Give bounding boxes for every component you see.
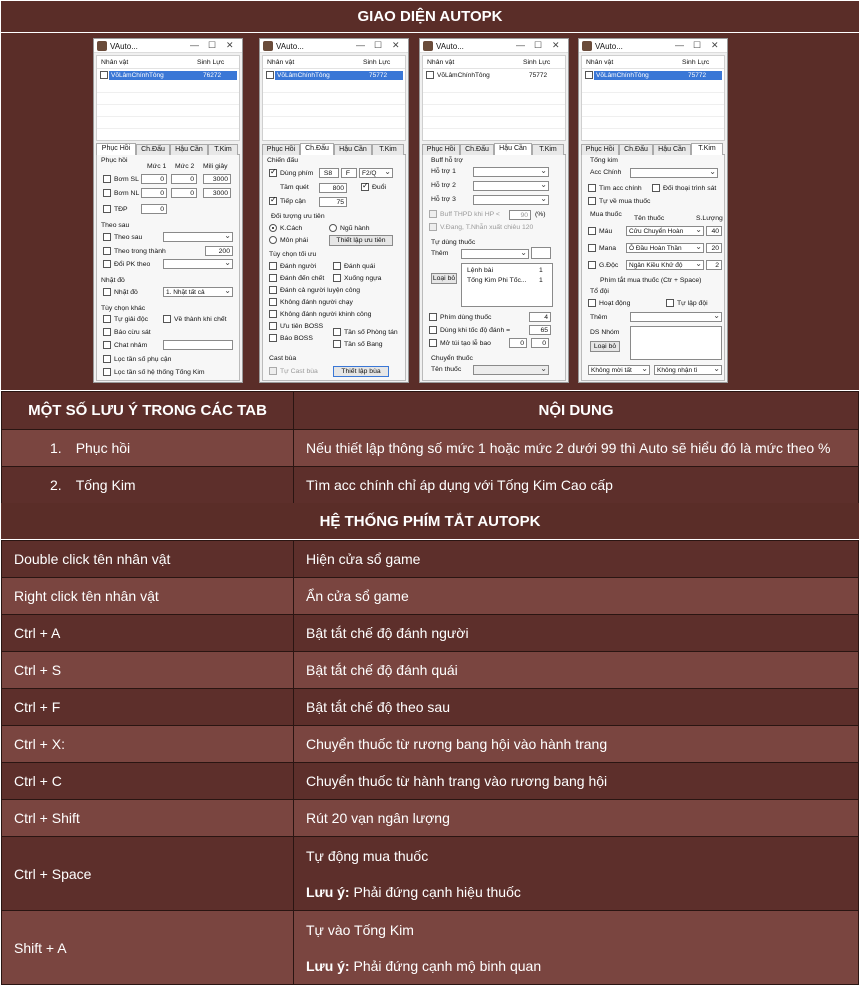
checkbox-label: Lọc tần số phụ cận — [114, 356, 172, 363]
group-label: Tùy chọn tối ưu — [269, 251, 317, 258]
checkbox-label: Bơm SL — [114, 176, 139, 183]
note-number: 2. — [50, 477, 62, 493]
them-qty-input[interactable] — [531, 247, 551, 259]
loai-bo-button[interactable]: Loại bỏ — [590, 341, 620, 352]
doi-thoai-checkbox[interactable] — [652, 184, 660, 192]
tab-panel-tkim — [581, 155, 725, 381]
tab-t-kim[interactable]: T.Kim — [372, 144, 404, 155]
shortcut-desc: Rút 20 vạn ngân lượng — [294, 800, 859, 837]
buff-thpd-checkbox[interactable] — [429, 210, 437, 218]
checkbox-label: Tự giải độc — [114, 316, 149, 323]
tab-phuc-hoi[interactable]: Phục Hồi — [422, 144, 460, 155]
tab-phuc-hoi[interactable]: Phục Hồi — [96, 143, 136, 155]
tab-t-kim[interactable]: T.Kim — [208, 144, 238, 155]
col-hp-header: Sinh Lực — [197, 59, 225, 66]
unit-label: (%) — [535, 211, 546, 218]
field-label: Hỗ trợ 3 — [431, 196, 456, 203]
notes-col-header: MỘT SỐ LƯU Ý TRONG CÁC TAB — [2, 392, 294, 430]
table-row — [2, 652, 859, 689]
close-icon[interactable]: ✕ — [552, 40, 560, 50]
checkbox-label: Hoạt động — [599, 300, 631, 307]
table-row — [2, 578, 859, 615]
chuyen-thuoc-select[interactable] — [473, 365, 549, 375]
list-item-qty: 1 — [539, 277, 543, 284]
kcach-radio[interactable] — [269, 224, 277, 232]
thiet-lap-bua-button[interactable]: Thiết lập bùa — [333, 366, 389, 377]
list-item: Lệnh bài — [467, 267, 494, 274]
group-label: Mua thuốc — [590, 211, 622, 218]
character-name[interactable]: VõLâmChínhTông — [275, 71, 363, 80]
character-checkbox[interactable] — [100, 71, 108, 79]
checkbox-label: Theo sau — [114, 234, 143, 241]
shortcut-key: Ctrl + X: — [2, 726, 294, 763]
group-label: Chiến đấu — [267, 157, 298, 164]
character-list[interactable] — [422, 55, 566, 141]
character-name[interactable]: VõLâmChínhTông — [109, 71, 197, 80]
character-checkbox[interactable] — [266, 71, 274, 79]
col-label: S.Lượng — [696, 215, 723, 222]
tiep-can-input[interactable]: 75 — [319, 197, 347, 207]
maximize-icon[interactable]: ☐ — [534, 40, 543, 50]
shortcut-desc: Ẩn cửa sổ game — [294, 578, 859, 615]
autopk-window-tkim — [578, 38, 728, 383]
dung-phim-checkbox[interactable] — [269, 169, 277, 177]
note-text: Nếu thiết lập thông số mức 1 hoặc mức 2 dưới 99 thì Auto sẽ hiểu đó là mức theo % — [294, 430, 859, 467]
checkbox-label: Tiếp cận — [280, 198, 306, 205]
section-header-interface — [1, 1, 859, 32]
shortcut-key: Ctrl + C — [2, 763, 294, 800]
checkbox-label: Tự Cast bùa — [280, 368, 318, 375]
value-input[interactable]: 0 — [171, 188, 197, 198]
xuong-ngua-checkbox[interactable] — [333, 274, 341, 282]
shortcut-key: Ctrl + Shift — [2, 800, 294, 837]
note-number: 1. — [50, 440, 62, 456]
shortcut-key: Double click tên nhân vật — [2, 541, 294, 578]
autopk-window-haucan — [419, 38, 569, 383]
tab-ch-dau[interactable]: Ch.Đấu — [460, 144, 494, 155]
group-label: Chuyển thuốc — [431, 355, 473, 362]
khong-moi-select[interactable]: Không mời tất ⌄ — [588, 365, 650, 375]
col-name-header: Nhân vật — [267, 59, 295, 66]
g-doc-qty-input[interactable]: 2 — [706, 260, 722, 270]
luyen-cong-checkbox[interactable] — [269, 286, 277, 294]
checkbox-label: Tần số Phòng tán — [344, 329, 398, 336]
tab-hau-can[interactable]: Hậu Cần — [170, 144, 208, 155]
field-label: Hỗ trợ 2 — [431, 182, 456, 189]
ho-tro-1-select[interactable] — [473, 167, 549, 177]
checkbox-label: Báo cừu sát — [114, 329, 151, 336]
field-label: Hỗ trợ 1 — [431, 168, 456, 175]
group-label: Tự dùng thuốc — [431, 239, 476, 246]
checkbox-label: Dùng khi tốc độ đánh = — [440, 327, 511, 334]
danh-den-chet-checkbox[interactable] — [269, 274, 277, 282]
minimize-icon[interactable]: — — [356, 40, 365, 50]
tu-lap-checkbox[interactable] — [666, 299, 674, 307]
autopk-window-phuchoi — [93, 38, 243, 383]
character-list[interactable] — [96, 55, 240, 141]
tiep-can-checkbox[interactable] — [269, 197, 277, 205]
radio-label: Ngũ hành — [340, 225, 370, 232]
dung-khi-input[interactable]: 65 — [529, 325, 551, 335]
danh-quai-checkbox[interactable] — [333, 262, 341, 270]
list-item: Tống Kim Phi Tốc... — [467, 277, 527, 284]
shortcut-note — [306, 875, 846, 910]
ngu-hanh-radio[interactable] — [329, 224, 337, 232]
bom-sl-checkbox[interactable] — [103, 175, 111, 183]
tab-ch-dau[interactable]: Ch.Đấu — [619, 144, 653, 155]
tab-ch-dau[interactable]: Ch.Đấu — [136, 144, 170, 155]
khong-nhan-select[interactable]: Không nhận tì ⌄ — [654, 365, 722, 375]
shortcut-desc: Chuyển thuốc từ hành trang vào rương bang hội — [294, 763, 859, 800]
field-label: Tên thuốc — [431, 366, 462, 373]
mon-phai-radio[interactable] — [269, 236, 277, 244]
danh-nguoi-checkbox[interactable] — [269, 262, 277, 270]
radio-label: Môn phái — [280, 237, 308, 244]
theo-trong-thanh-checkbox[interactable] — [103, 247, 111, 255]
checkbox-label: Về thành khi chết — [174, 316, 227, 323]
character-list[interactable] — [262, 55, 406, 141]
tab-phuc-hoi[interactable]: Phục Hồi — [581, 144, 619, 155]
title-bar — [260, 39, 408, 53]
shortcut-key: Ctrl + A — [2, 615, 294, 652]
shortcut-desc-cell — [294, 837, 859, 911]
tim-acc-checkbox[interactable] — [588, 184, 596, 192]
table-row — [2, 689, 859, 726]
window-title: VAuto... — [110, 42, 138, 51]
duoi-checkbox[interactable] — [361, 183, 369, 191]
phim-dung-checkbox[interactable] — [429, 313, 437, 321]
loc-he-thong-checkbox[interactable] — [103, 368, 111, 376]
list-item-qty: 1 — [539, 267, 543, 274]
them-thuoc-select[interactable] — [461, 249, 529, 259]
group-label: Nhặt đồ — [101, 277, 125, 284]
notes-table — [1, 391, 859, 504]
shortcut-key: Ctrl + Space — [2, 837, 294, 911]
hoat-dong-checkbox[interactable] — [588, 299, 596, 307]
section-header-shortcuts — [1, 503, 859, 539]
screenshot-strip — [1, 33, 859, 390]
shortcut-key: Ctrl + S — [2, 652, 294, 689]
mana-qty-input[interactable]: 20 — [706, 243, 722, 253]
maximize-icon[interactable]: ☐ — [208, 40, 217, 50]
shortcut-desc: Tự vào Tống Kim — [306, 921, 414, 938]
shortcut-key: Shift + A — [2, 911, 294, 985]
tan-so-bang-checkbox[interactable] — [333, 340, 341, 348]
ho-tro-3-select[interactable] — [473, 195, 549, 205]
loc-phu-can-checkbox[interactable] — [103, 355, 111, 363]
shortcut-note — [306, 949, 846, 984]
nhat-do-checkbox[interactable] — [103, 288, 111, 296]
col-label: Mức 1 — [147, 163, 167, 170]
note-tab-name: Phục hồi — [75, 440, 131, 456]
shortcut-desc: Bật tắt chế độ theo sau — [294, 689, 859, 726]
ve-thanh-checkbox[interactable] — [163, 315, 171, 323]
mana-thuoc-select[interactable]: Ô Đầu Hoàn Thần ⌄ — [626, 243, 704, 253]
table-row — [2, 763, 859, 800]
minimize-icon[interactable]: — — [190, 40, 199, 50]
close-icon[interactable]: ✕ — [392, 40, 400, 50]
vdang-checkbox[interactable] — [429, 223, 437, 231]
group-label: Theo sau — [101, 222, 130, 229]
group-label: Phục hồi — [101, 157, 128, 164]
character-list[interactable] — [581, 55, 725, 141]
radio-label: K.Cách — [280, 225, 303, 232]
checkbox-label: Nhặt đồ — [114, 289, 138, 296]
checkbox-label: Không đánh người chạy — [280, 299, 353, 306]
thiet-lap-uu-tien-button[interactable]: Thiết lập ưu tiên — [329, 235, 393, 246]
close-icon[interactable]: ✕ — [711, 40, 719, 50]
g-doc-thuoc-select[interactable]: Ngân Kiều Khử độ ⌄ — [626, 260, 704, 270]
value-input[interactable]: 3000 — [203, 188, 231, 198]
col-hp-header: Sinh Lực — [682, 59, 710, 66]
shortcut-desc: Bật tắt chế độ đánh quái — [294, 652, 859, 689]
note-tab-cell — [2, 467, 294, 504]
checkbox-label: Đánh cả người luyện công — [280, 287, 361, 294]
checkbox-label: Lọc tần số hệ thống Tống Kim — [114, 369, 205, 376]
tab-bar — [96, 143, 240, 155]
checkbox-label: Tự về mua thuốc — [599, 198, 651, 205]
value-input[interactable]: 200 — [205, 246, 233, 256]
group-label: Tống kim — [590, 157, 618, 164]
col-name-header: Nhân vật — [586, 59, 614, 66]
mo-tai-checkbox[interactable] — [429, 339, 437, 347]
value-input[interactable]: 0 — [141, 174, 167, 184]
loai-bo-button[interactable]: Loại bỏ — [432, 275, 456, 282]
field-label: Tầm quét — [280, 184, 309, 191]
value-input[interactable]: 0 — [141, 188, 167, 198]
app-icon — [97, 41, 107, 51]
window-title: VAuto... — [595, 42, 623, 51]
checkbox-label: Tần số Bang — [344, 341, 383, 348]
checkbox-label: G.Độc — [599, 262, 619, 269]
shortcut-desc: Tự động mua thuốc — [306, 847, 429, 864]
shortcut-desc: Hiện cửa sổ game — [294, 541, 859, 578]
checkbox-label: Chat nhảm — [114, 342, 148, 349]
col-label: Mili giây — [203, 163, 228, 170]
checkbox-label: TĐP — [114, 206, 128, 213]
group-label: Tùy chọn khác — [101, 305, 146, 312]
checkbox-label: Buff THPD khi HP < — [440, 211, 500, 218]
them-nhom-select[interactable] — [630, 312, 722, 322]
field-label: Acc Chính — [590, 169, 622, 176]
window-title: VAuto... — [276, 42, 304, 51]
checkbox-label: Đánh quái — [344, 263, 375, 270]
checkbox-label: Đuổi — [372, 184, 386, 191]
key-input[interactable]: S8 — [319, 168, 339, 178]
checkbox-label: V.Đang, T.Nhẫn xuất chiêu 120 — [440, 224, 534, 231]
checkbox-label: Theo trong thành — [114, 248, 166, 255]
checkbox-label: Xuống ngựa — [344, 275, 382, 282]
col-label: Tên thuốc — [634, 215, 665, 222]
shortcut-desc-cell — [294, 911, 859, 985]
character-name[interactable]: VõLâmChínhTông — [437, 72, 490, 79]
table-row — [2, 911, 859, 985]
maximize-icon[interactable]: ☐ — [693, 40, 702, 50]
shortcut-desc: Bật tắt chế độ đánh người — [294, 615, 859, 652]
table-row — [2, 726, 859, 763]
checkbox-label: Tìm acc chính — [599, 185, 642, 192]
title-bar — [94, 39, 242, 53]
table-row — [2, 430, 859, 467]
notes-header-row — [2, 392, 859, 430]
app-icon — [582, 41, 592, 51]
maximize-icon[interactable]: ☐ — [374, 40, 383, 50]
character-checkbox[interactable] — [426, 71, 434, 79]
ds-nhom-list[interactable] — [630, 326, 722, 360]
col-hp-header: Sinh Lực — [523, 59, 551, 66]
group-label: Đối tượng ưu tiên — [271, 213, 325, 220]
table-row — [2, 615, 859, 652]
title-bar — [579, 39, 727, 53]
tdp-checkbox[interactable] — [103, 205, 111, 213]
character-hp: 75772 — [529, 72, 548, 79]
checkbox-label: Tự lập đội — [677, 300, 708, 307]
tab-panel-haucan — [422, 155, 566, 381]
character-hp: 76272 — [197, 71, 237, 80]
autopk-window-chdau — [259, 38, 409, 383]
bao-cuu-sat-checkbox[interactable] — [103, 328, 111, 336]
title-bar — [420, 39, 568, 53]
mo-tai-input[interactable]: 0 — [531, 338, 549, 348]
tan-so-pt-checkbox[interactable] — [333, 328, 341, 336]
key-input[interactable]: F — [341, 168, 357, 178]
shortcut-desc: Chuyển thuốc từ rương bang hội vào hành trang — [294, 726, 859, 763]
key-select[interactable]: F2/Q ⌄ — [359, 168, 393, 178]
bom-nl-checkbox[interactable] — [103, 189, 111, 197]
table-row — [2, 800, 859, 837]
window-title: VAuto... — [436, 42, 464, 51]
value-input[interactable]: 0 — [171, 174, 197, 184]
bao-boss-checkbox[interactable] — [269, 334, 277, 342]
tab-bar — [581, 143, 725, 155]
acc-chinh-select[interactable] — [630, 168, 718, 178]
checkbox-label: Mở túi tạo lễ bao — [440, 340, 491, 347]
character-name[interactable]: VõLâmChínhTông — [594, 71, 682, 80]
minimize-icon[interactable]: — — [516, 40, 525, 50]
checkbox-label: Máu — [599, 228, 613, 235]
checkbox-label: Không đánh người khinh công — [280, 311, 372, 318]
g-doc-checkbox[interactable] — [588, 261, 596, 269]
note-label: Lưu ý: — [306, 883, 350, 900]
app-icon — [423, 41, 433, 51]
phim-dung-input[interactable]: 4 — [529, 312, 551, 322]
checkbox-label: Báo BOSS — [280, 335, 313, 342]
checkbox-label: Phím dùng thuốc — [440, 314, 492, 321]
buff-hp-input[interactable]: 90 — [509, 210, 531, 220]
character-hp: 75772 — [682, 71, 722, 80]
mana-checkbox[interactable] — [588, 244, 596, 252]
khinh-cong-checkbox[interactable] — [269, 310, 277, 318]
checkbox-label: Dùng phím — [280, 170, 314, 177]
mo-tai-input[interactable]: 0 — [509, 338, 527, 348]
character-hp: 75772 — [363, 71, 403, 80]
mau-qty-input[interactable]: 40 — [706, 226, 722, 236]
field-label: DS Nhóm — [590, 329, 620, 336]
mau-checkbox[interactable] — [588, 227, 596, 235]
table-row — [2, 541, 859, 578]
shortcut-key: Ctrl + F — [2, 689, 294, 726]
dung-khi-checkbox[interactable] — [429, 326, 437, 334]
table-row — [2, 467, 859, 504]
tab-panel-chdau — [262, 155, 406, 381]
group-label: Cast bùa — [269, 355, 297, 362]
tab-hau-can[interactable]: Hậu Cần — [653, 144, 691, 155]
note-text: Tìm acc chính chỉ áp dụng với Tống Kim Cao cấp — [294, 467, 859, 504]
checkbox-label: Ưu tiên BOSS — [280, 323, 324, 330]
theo-sau-select[interactable] — [163, 232, 233, 242]
note-text: Phải đứng cạnh hiệu thuốc — [349, 883, 521, 900]
shortcuts-table — [1, 540, 859, 985]
tab-bar — [262, 143, 406, 155]
tab-hau-can[interactable]: Hậu Cần — [494, 143, 532, 155]
group-label: Buff hỗ trợ — [431, 157, 463, 164]
tu-giai-doc-checkbox[interactable] — [103, 315, 111, 323]
doi-pk-checkbox[interactable] — [103, 260, 111, 268]
ho-tro-2-select[interactable] — [473, 181, 549, 191]
checkbox-label: Đánh đến chết — [280, 275, 325, 282]
shortcut-key: Right click tên nhân vật — [2, 578, 294, 615]
uu-tien-boss-checkbox[interactable] — [269, 322, 277, 330]
col-hp-header: Sinh Lực — [363, 59, 391, 66]
note-label: Lưu ý: — [306, 957, 350, 974]
field-label: Thêm — [431, 250, 449, 257]
value-input[interactable]: 0 — [141, 204, 167, 214]
tab-ch-dau[interactable]: Ch.Đấu — [300, 143, 334, 155]
note-tab-name: Tống Kim — [75, 477, 136, 493]
value-input[interactable]: 3000 — [203, 174, 231, 184]
mau-thuoc-select[interactable]: Cửu Chuyển Hoàn ⌄ — [626, 226, 704, 236]
khong-chay-checkbox[interactable] — [269, 298, 277, 306]
col-name-header: Nhân vật — [427, 59, 455, 66]
note-text: Phải đứng cạnh mộ binh quan — [349, 957, 542, 974]
doi-pk-select[interactable] — [163, 259, 233, 269]
content-col-header: NỘI DUNG — [294, 392, 859, 430]
checkbox-label: Mana — [599, 245, 617, 252]
theo-sau-checkbox[interactable] — [103, 233, 111, 241]
hint-label: Phím tắt mua thuốc (Ctr + Space) — [600, 277, 702, 284]
chat-nham-input[interactable] — [163, 340, 233, 350]
minimize-icon[interactable]: — — [675, 40, 684, 50]
tu-ve-checkbox[interactable] — [588, 197, 596, 205]
table-row — [2, 837, 859, 911]
app-icon — [263, 41, 273, 51]
note-tab-cell — [2, 430, 294, 467]
col-name-header: Nhân vật — [101, 59, 129, 66]
col-label: Mức 2 — [175, 163, 195, 170]
nhat-do-select[interactable]: 1. Nhặt tất cả ⌄ — [163, 287, 233, 297]
header-title: GIAO DIỆN AUTOPK — [357, 8, 503, 25]
checkbox-label: Đối thoại trình sát — [663, 185, 717, 192]
tab-t-kim[interactable]: T.Kim — [691, 143, 723, 155]
tab-panel-phuchoi — [96, 155, 240, 381]
checkbox-label: Đánh người — [280, 263, 317, 270]
tab-hau-can[interactable]: Hậu Cần — [334, 144, 372, 155]
checkbox-label: Bơm NL — [114, 190, 140, 197]
group-label: Tổ đội — [590, 288, 609, 295]
tab-t-kim[interactable]: T.Kim — [532, 144, 564, 155]
checkbox-label: Đổi PK theo — [114, 261, 151, 268]
tab-bar — [422, 143, 566, 155]
tab-phuc-hoi[interactable]: Phục Hồi — [262, 144, 300, 155]
field-label: Thêm — [590, 314, 608, 321]
shortcuts-title: HỆ THỐNG PHÍM TẮT AUTOPK — [319, 512, 541, 530]
close-icon[interactable]: ✕ — [226, 40, 234, 50]
chat-nham-checkbox[interactable] — [103, 341, 111, 349]
tu-cast-checkbox[interactable] — [269, 367, 277, 375]
tam-quet-input[interactable]: 800 — [319, 183, 347, 193]
character-checkbox[interactable] — [585, 71, 593, 79]
